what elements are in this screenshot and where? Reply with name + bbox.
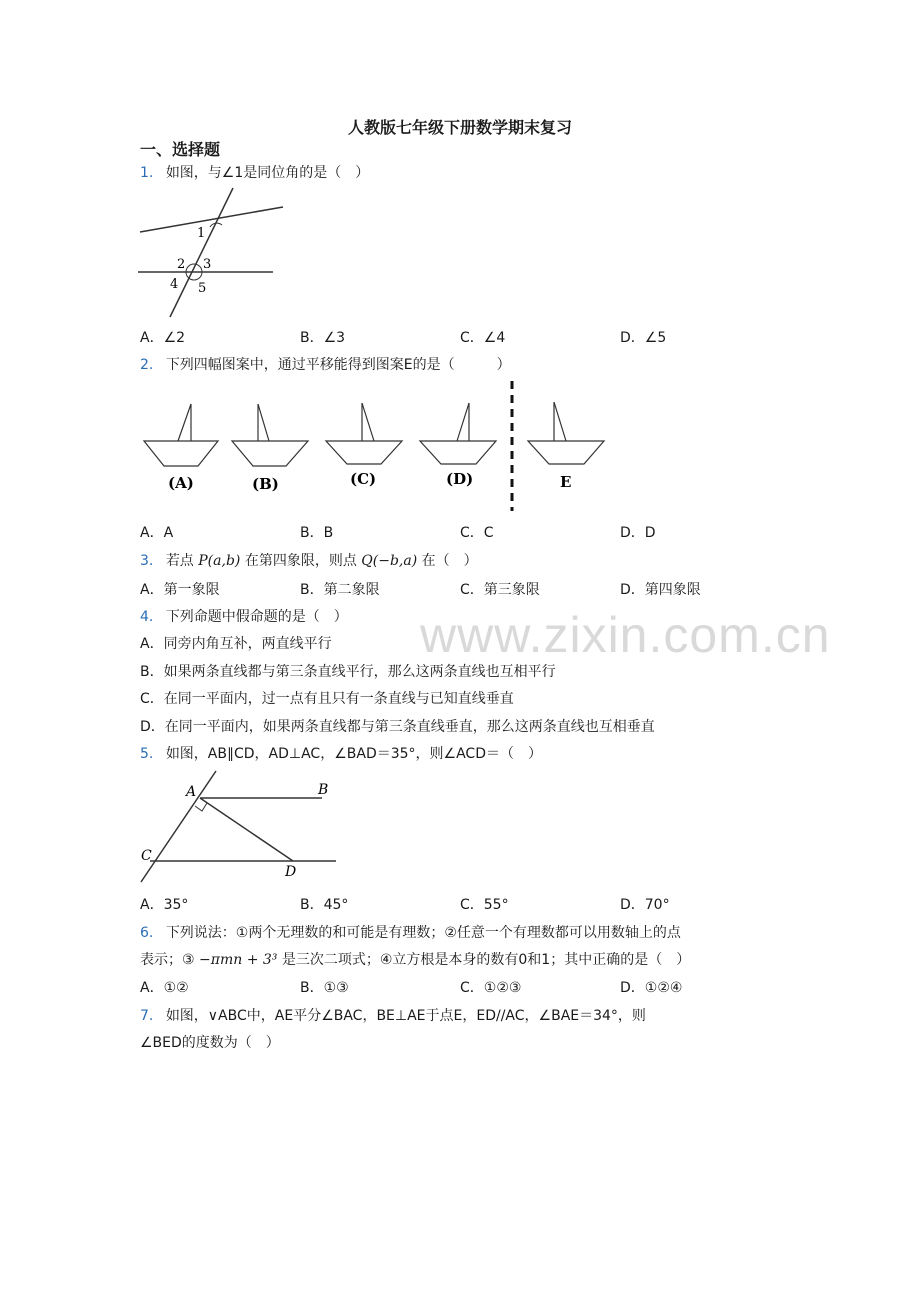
line-upper (140, 207, 283, 232)
question-text-line1: 如图，∨ABC中，AE平分∠BAC，BE⊥AE于点E，ED//AC，∠BAE＝34°，则 (165, 1008, 646, 1024)
q4-option-b: B．如果两条直线都与第三条直线平行，那么这两条直线也互相平行 (140, 664, 556, 680)
q3-option-b: B．第二象限 (300, 582, 380, 598)
q6-option-d: D．①②④ (620, 980, 683, 996)
fig-label-c: C (141, 848, 152, 864)
q3-option-d: D．第四象限 (620, 582, 701, 598)
question-text: 如图，与∠1是同位角的是（ ） (165, 165, 370, 181)
question-1 (140, 162, 369, 182)
q6-option-b: B．①③ (300, 980, 349, 996)
boat-b (232, 404, 308, 466)
question-text: 下列四幅图案中，通过平移能得到图案E的是（ ） (165, 357, 511, 373)
q5-figure (136, 766, 342, 886)
fig-label-d: (D) (446, 470, 474, 488)
point-q: Q(−b,a) (361, 553, 418, 569)
q4-option-a: A．同旁内角互补，两直线平行 (140, 636, 332, 652)
question-text-after: 是三次二项式；④立方根是本身的数有0和1；其中正确的是（ ） (281, 952, 691, 968)
q1-option-d: D．∠5 (620, 330, 667, 346)
boat-d (420, 403, 496, 464)
question-number: 6. (140, 925, 154, 941)
question-6-line2 (140, 949, 690, 969)
q5-option-d: D．70° (620, 897, 670, 913)
expression: −πmn + 3³ (199, 952, 278, 968)
question-3 (140, 550, 478, 570)
question-4 (140, 606, 348, 626)
q3-option-c: C．第三象限 (460, 582, 540, 598)
question-number: 4. (140, 609, 154, 625)
q2-option-d: D．D (620, 525, 656, 541)
question-number: 2. (140, 357, 154, 373)
q5-option-a: A．35° (140, 897, 189, 913)
q5-option-b: B．45° (300, 897, 349, 913)
fig-label-a: A (186, 784, 197, 800)
boat-a (144, 404, 218, 466)
q1-option-a: A．∠2 (140, 330, 186, 346)
question-text: 下列命题中假命题的是（ ） (165, 609, 348, 625)
right-angle-mark (195, 803, 207, 811)
q1-figure (136, 183, 288, 323)
q6-option-c: C．①②③ (460, 980, 522, 996)
watermark: www.zixin.com.cn (420, 607, 831, 663)
q2-figure (136, 378, 616, 514)
q5-option-c: C．55° (460, 897, 509, 913)
q2-option-a: A．A (140, 525, 174, 541)
fig-label-5: 5 (198, 281, 207, 296)
fig-label-d: D (285, 864, 297, 880)
transversal (170, 188, 233, 317)
point-p: P(a,b) (198, 553, 241, 569)
question-text-mid: 在第四象限，则点 (244, 553, 357, 569)
question-number: 3. (140, 553, 154, 569)
question-text-after: 在（ ） (421, 553, 478, 569)
line-ad (200, 798, 293, 861)
page-title: 人教版七年级下册数学期末复习 (347, 118, 572, 137)
section-heading: 一、选择题 (140, 140, 221, 159)
fig-label-1: 1 (197, 226, 206, 241)
question-5 (140, 743, 542, 763)
q6-option-a: A．①② (140, 980, 189, 996)
question-number: 7. (140, 1008, 154, 1024)
fig-label-2: 2 (177, 257, 186, 272)
fig-label-4: 4 (170, 277, 179, 292)
question-7 (140, 1005, 646, 1025)
question-text-before: 若点 (165, 553, 194, 569)
question-7-line2: ∠BED的度数为（ ） (140, 1035, 280, 1051)
question-2 (140, 354, 511, 374)
fig-label-a: (A) (168, 474, 194, 492)
question-text-before: 表示；③ (140, 952, 195, 968)
question-text: 如图，AB∥CD，AD⊥AC，∠BAD＝35°，则∠ACD＝（ ） (165, 746, 542, 762)
q4-option-c: C．在同一平面内，过一点有且只有一条直线与已知直线垂直 (140, 691, 514, 707)
boat-e (528, 402, 604, 464)
fig-label-3: 3 (203, 257, 212, 272)
q2-option-b: B．B (300, 525, 334, 541)
question-number: 1. (140, 165, 154, 181)
q1-option-c: C．∠4 (460, 330, 506, 346)
q1-option-b: B．∠3 (300, 330, 346, 346)
fig-label-e: E (560, 473, 572, 491)
q3-option-a: A．第一象限 (140, 582, 220, 598)
fig-label-c: (C) (350, 470, 377, 488)
boat-c (326, 403, 402, 464)
fig-label-b: (B) (252, 475, 279, 493)
line-ac (141, 771, 216, 882)
question-text-line1: 下列说法：①两个无理数的和可能是有理数；②任意一个有理数都可以用数轴上的点 (165, 925, 681, 941)
question-number: 5. (140, 746, 154, 762)
question-6 (140, 922, 681, 942)
fig-label-b: B (318, 782, 329, 798)
q4-option-d: D．在同一平面内，如果两条直线都与第三条直线垂直，那么这两条直线也互相垂直 (140, 719, 655, 735)
q2-option-c: C．C (460, 525, 494, 541)
